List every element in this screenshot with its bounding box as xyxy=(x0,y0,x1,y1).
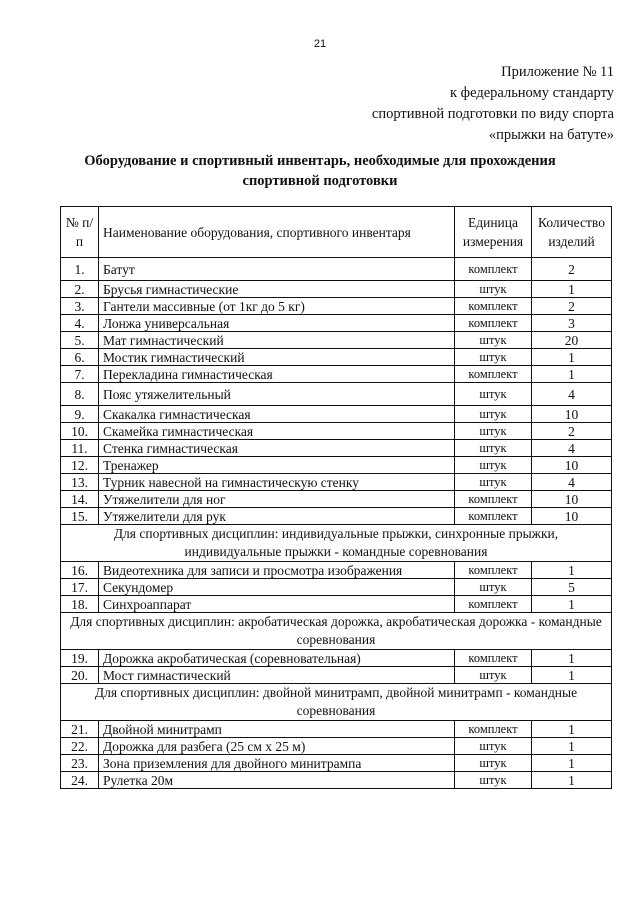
cell-unit: штук xyxy=(455,738,532,755)
table-row xyxy=(61,738,612,755)
cell-name: Пояс утяжелительный xyxy=(99,383,455,406)
table-row xyxy=(61,258,612,281)
cell-number: 2. xyxy=(61,281,99,298)
table-row xyxy=(61,562,612,579)
cell-number: 8. xyxy=(61,383,99,406)
cell-quantity: 1 xyxy=(532,738,612,755)
cell-number: 9. xyxy=(61,406,99,423)
table-row xyxy=(61,755,612,772)
cell-number: 18. xyxy=(61,596,99,613)
cell-unit: штук xyxy=(455,579,532,596)
table-row xyxy=(61,440,612,457)
cell-name: Гантели массивные (от 1кг до 5 кг) xyxy=(99,298,455,315)
section-heading: Для спортивных дисциплин: индивидуальные прыжки, синхронные прыжки, индивидуальные прыжки - командные соревнования xyxy=(61,525,612,562)
cell-number: 23. xyxy=(61,755,99,772)
cell-name: Скакалка гимнастическая xyxy=(99,406,455,423)
table-row xyxy=(61,281,612,298)
cell-unit: комплект xyxy=(455,366,532,383)
header-name: Наименование оборудования, спортивного инвентаря xyxy=(99,207,455,258)
cell-unit: комплект xyxy=(455,721,532,738)
cell-unit: комплект xyxy=(455,315,532,332)
cell-name: Двойной минитрамп xyxy=(99,721,455,738)
cell-unit: комплект xyxy=(455,508,532,525)
cell-number: 11. xyxy=(61,440,99,457)
cell-quantity: 10 xyxy=(532,406,612,423)
cell-quantity: 1 xyxy=(532,562,612,579)
cell-name: Дорожка акробатическая (соревновательная) xyxy=(99,650,455,667)
cell-unit: комплект xyxy=(455,596,532,613)
table-row xyxy=(61,772,612,789)
equipment-table xyxy=(60,206,612,789)
header-unit: Единица измерения xyxy=(455,207,532,258)
cell-unit: штук xyxy=(455,406,532,423)
section-heading: Для спортивных дисциплин: двойной минитрамп, двойной минитрамп - командные соревнования xyxy=(61,684,612,721)
cell-name: Тренажер xyxy=(99,457,455,474)
cell-number: 13. xyxy=(61,474,99,491)
table-row xyxy=(61,579,612,596)
cell-number: 15. xyxy=(61,508,99,525)
table-header-row xyxy=(61,207,612,258)
cell-unit: штук xyxy=(455,440,532,457)
cell-quantity: 1 xyxy=(532,650,612,667)
cell-number: 19. xyxy=(61,650,99,667)
cell-name: Брусья гимнастические xyxy=(99,281,455,298)
cell-name: Зона приземления для двойного минитрампа xyxy=(99,755,455,772)
table-row xyxy=(61,406,612,423)
appendix-line: Приложение № 11 xyxy=(501,64,614,80)
cell-quantity: 1 xyxy=(532,667,612,684)
cell-unit: штук xyxy=(455,383,532,406)
appendix-line: спортивной подготовки по виду спорта xyxy=(371,106,614,122)
table-row xyxy=(61,491,612,508)
cell-quantity: 4 xyxy=(532,383,612,406)
cell-number: 12. xyxy=(61,457,99,474)
cell-number: 20. xyxy=(61,667,99,684)
cell-unit: штук xyxy=(455,667,532,684)
cell-name: Утяжелители для рук xyxy=(99,508,455,525)
cell-unit: комплект xyxy=(455,298,532,315)
cell-name: Секундомер xyxy=(99,579,455,596)
cell-unit: комплект xyxy=(455,491,532,508)
cell-unit: штук xyxy=(455,755,532,772)
cell-name: Скамейка гимнастическая xyxy=(99,423,455,440)
cell-number: 1. xyxy=(61,258,99,281)
cell-number: 10. xyxy=(61,423,99,440)
cell-quantity: 2 xyxy=(532,423,612,440)
cell-name: Лонжа универсальная xyxy=(99,315,455,332)
cell-quantity: 3 xyxy=(532,315,612,332)
appendix-header xyxy=(372,62,614,146)
header-num: № п/п xyxy=(61,207,99,258)
appendix-line: «прыжки на батуте» xyxy=(488,127,614,143)
cell-unit: комплект xyxy=(455,650,532,667)
page-number: 21 xyxy=(313,38,327,50)
cell-number: 5. xyxy=(61,332,99,349)
cell-quantity: 2 xyxy=(532,258,612,281)
cell-unit: штук xyxy=(455,349,532,366)
cell-name: Утяжелители для ног xyxy=(99,491,455,508)
cell-unit: штук xyxy=(455,423,532,440)
cell-number: 16. xyxy=(61,562,99,579)
cell-quantity: 4 xyxy=(532,474,612,491)
table-row xyxy=(61,667,612,684)
header-qty: Количество изделий xyxy=(532,207,612,258)
cell-name: Батут xyxy=(99,258,455,281)
cell-name: Мостик гимнастический xyxy=(99,349,455,366)
cell-quantity: 10 xyxy=(532,491,612,508)
table-row xyxy=(61,315,612,332)
section-row xyxy=(61,613,612,650)
cell-name: Рулетка 20м xyxy=(99,772,455,789)
table-row xyxy=(61,349,612,366)
cell-quantity: 1 xyxy=(532,349,612,366)
cell-quantity: 1 xyxy=(532,281,612,298)
table-row xyxy=(61,508,612,525)
cell-quantity: 5 xyxy=(532,579,612,596)
cell-number: 21. xyxy=(61,721,99,738)
cell-name: Синхроаппарат xyxy=(99,596,455,613)
cell-name: Турник навесной на гимнастическую стенку xyxy=(99,474,455,491)
cell-quantity: 20 xyxy=(532,332,612,349)
cell-number: 7. xyxy=(61,366,99,383)
cell-name: Видеотехника для записи и просмотра изображения xyxy=(99,562,455,579)
table-row xyxy=(61,721,612,738)
cell-unit: штук xyxy=(455,772,532,789)
cell-quantity: 1 xyxy=(532,596,612,613)
cell-name: Дорожка для разбега (25 см х 25 м) xyxy=(99,738,455,755)
cell-number: 24. xyxy=(61,772,99,789)
section-heading: Для спортивных дисциплин: акробатическая дорожка, акробатическая дорожка - командные соревнования xyxy=(61,613,612,650)
table-row xyxy=(61,474,612,491)
cell-number: 3. xyxy=(61,298,99,315)
cell-name: Перекладина гимнастическая xyxy=(99,366,455,383)
cell-number: 22. xyxy=(61,738,99,755)
table-row xyxy=(61,366,612,383)
cell-name: Стенка гимнастическая xyxy=(99,440,455,457)
cell-name: Мост гимнастический xyxy=(99,667,455,684)
cell-number: 6. xyxy=(61,349,99,366)
section-row xyxy=(61,684,612,721)
cell-unit: штук xyxy=(455,457,532,474)
cell-number: 4. xyxy=(61,315,99,332)
cell-quantity: 1 xyxy=(532,721,612,738)
cell-unit: штук xyxy=(455,281,532,298)
table-row xyxy=(61,423,612,440)
section-row xyxy=(61,525,612,562)
cell-quantity: 10 xyxy=(532,457,612,474)
cell-number: 17. xyxy=(61,579,99,596)
table-row xyxy=(61,298,612,315)
table-row xyxy=(61,457,612,474)
cell-unit: комплект xyxy=(455,562,532,579)
table-row xyxy=(61,596,612,613)
appendix-line: к федеральному стандарту xyxy=(450,85,614,101)
cell-name: Мат гимнастический xyxy=(99,332,455,349)
cell-quantity: 10 xyxy=(532,508,612,525)
table-row xyxy=(61,332,612,349)
document-title: Оборудование и спортивный инвентарь, необходимые для прохождения спортивной подготовки xyxy=(84,153,556,189)
cell-number: 14. xyxy=(61,491,99,508)
cell-quantity: 2 xyxy=(532,298,612,315)
cell-unit: комплект xyxy=(455,258,532,281)
table-row xyxy=(61,650,612,667)
cell-unit: штук xyxy=(455,332,532,349)
cell-unit: штук xyxy=(455,474,532,491)
cell-quantity: 1 xyxy=(532,755,612,772)
table-row xyxy=(61,383,612,406)
cell-quantity: 1 xyxy=(532,366,612,383)
cell-quantity: 4 xyxy=(532,440,612,457)
cell-quantity: 1 xyxy=(532,772,612,789)
table-body xyxy=(61,258,612,789)
